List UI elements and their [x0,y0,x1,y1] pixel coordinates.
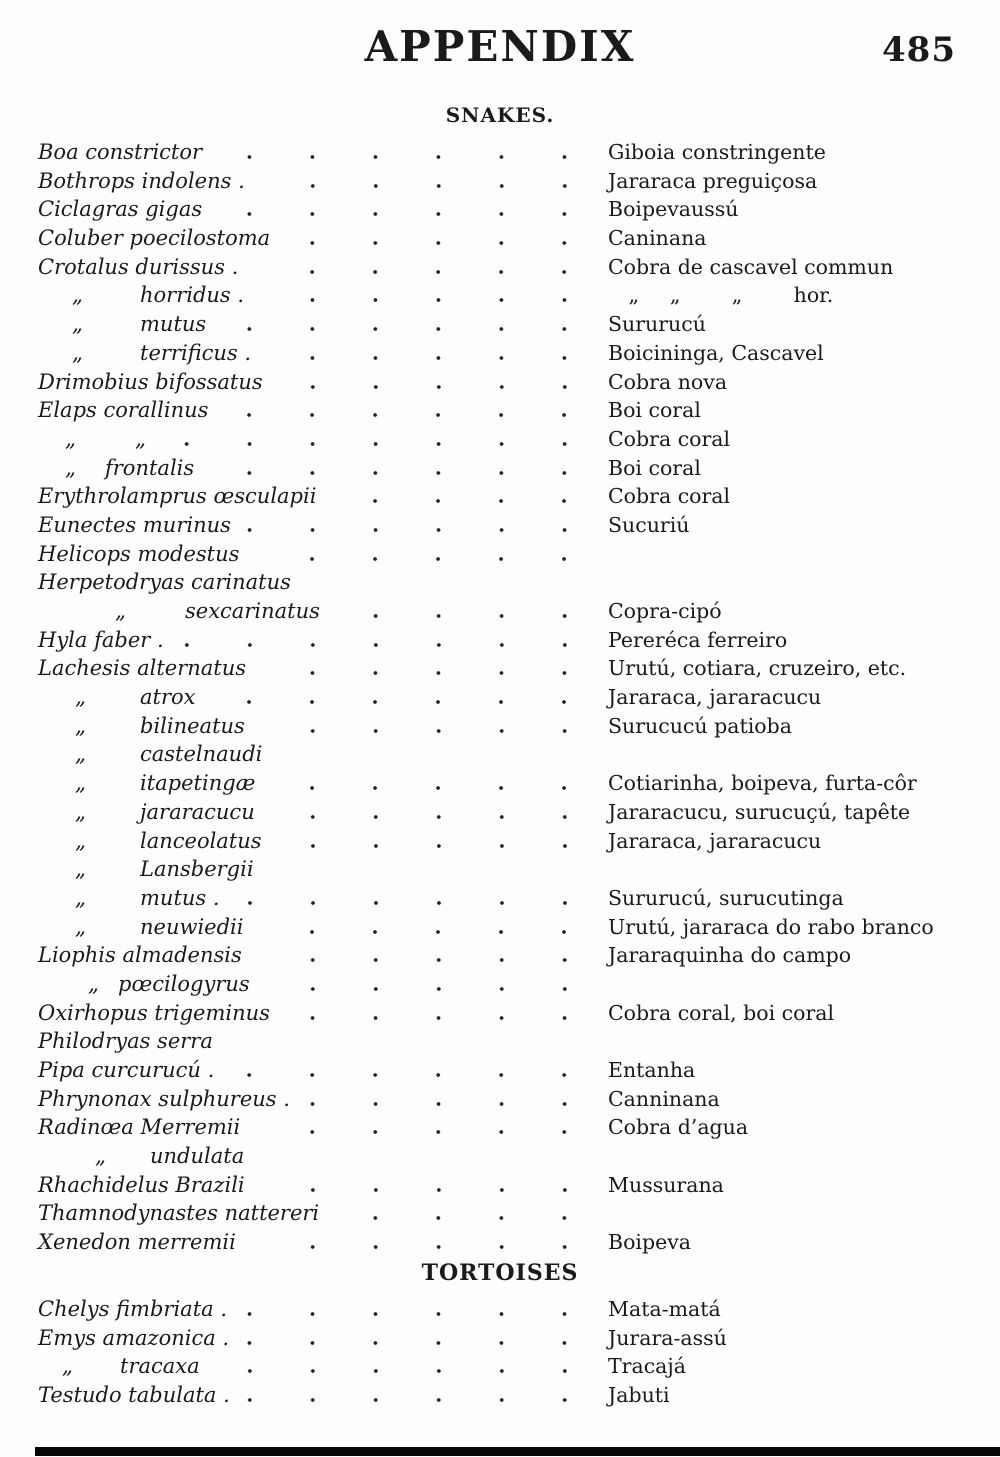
ditto-mark: „ [75,857,86,882]
ditto-mark: „ [72,340,83,365]
table-row [0,339,1000,368]
table-row [0,511,1000,540]
dot-leader [278,844,596,848]
ditto-mark: „ [88,971,99,996]
table-row [0,1381,1000,1410]
ditto-mark: „ [75,742,86,767]
latin-name: „ [135,426,146,451]
latin-name: neuwiedii [140,914,244,939]
latin-name: Bothrops indolens . [38,168,245,193]
ditto-mark: „ [72,283,83,308]
table-row [0,1113,1000,1142]
table-row [0,1142,1000,1171]
latin-name: Liophis almadensis [38,943,242,968]
dot-leader [211,700,596,704]
dot-leader [279,385,596,389]
dot-leader [261,729,596,733]
dot-leader [162,442,596,446]
common-name: Mussurana [608,1172,724,1197]
tortoises-table [0,1295,1000,1410]
common-name: Cobra coral [608,426,731,451]
table-row [0,1085,1000,1114]
latin-name: Chelys fimbriata . [38,1296,227,1321]
dot-leader [332,499,596,503]
ditto-mark: „ [75,885,86,910]
table-row [0,855,1000,884]
snakes-table [0,138,1000,1257]
latin-name: Phrynonax sulphureus . [38,1086,290,1111]
common-name: Boipevaussú [608,197,739,222]
dot-leader [306,1102,596,1106]
common-name: Cobra de cascavel commun [608,254,894,279]
dot-leader [210,471,596,475]
dot-leader [336,614,596,618]
dot-leader [218,155,596,159]
latin-name: sexcarinatus [185,599,320,623]
latin-name: Drimobius bifossatus [38,369,263,394]
table-row [0,1027,1000,1056]
latin-name: Elaps corallinus [38,398,209,423]
page-title: APPENDIX [364,22,636,71]
table-row [0,138,1000,167]
table-row [0,1352,1000,1381]
dot-leader [286,241,596,245]
latin-name: Xenedon merremii [38,1230,236,1255]
latin-name: itapetingæ [140,771,256,796]
latin-name: terrificus . [140,340,252,365]
common-name: Boicininga, Cascavel [608,340,824,365]
latin-name: Crotalus durissus . [38,254,239,279]
common-name: Boipeva [608,1230,692,1255]
table-row [0,454,1000,483]
dot-leader [259,930,596,934]
ditto-mark: „ [65,426,76,451]
common-name: Boi coral [608,455,701,480]
latin-name: Rhachidelus Brazili [38,1172,245,1197]
page-number: 485 [882,30,956,70]
table-row [0,540,1000,569]
common-name: Jararacucu, surucuçú, tapête [608,799,911,824]
common-name: Jabuti [608,1382,670,1407]
ditto-mark: „ [75,914,86,939]
dot-leader [271,786,596,790]
dot-leader [254,270,596,274]
common-name: Surucucú patioba [608,713,792,738]
dot-leader [256,1130,596,1134]
latin-name: undulata [150,1144,245,1169]
table-row [0,568,1000,597]
common-name: Jararaca, jararacucu [608,685,822,710]
ditto-mark: „ [62,1354,73,1379]
table-row [0,683,1000,712]
common-name: Jurara-assú [608,1325,727,1350]
section-heading-tortoises: TORTOISES [421,1259,579,1286]
latin-name: horridus . [140,283,245,308]
latin-name: Hyla faber . [38,627,164,652]
common-name: Urutú, cotiara, cruzeiro, etc. [608,656,907,681]
table-row [0,1228,1000,1257]
dot-leader [335,1216,596,1220]
common-name: Cotiarinha, boipeva, furta-côr [608,771,917,796]
common-name: Sururucú [608,312,706,337]
latin-name: Ciclagras gigas [38,197,203,222]
latin-name: Lachesis alternatus [38,656,247,681]
latin-name: Lansbergii [140,857,254,882]
latin-name: tracaxa [120,1354,200,1379]
latin-name: Thamnodynastes nattereri [38,1201,320,1226]
common-name: Cobra d’agua [608,1115,749,1140]
table-row [0,1295,1000,1324]
dot-leader [262,671,596,675]
common-name: Boi coral [608,398,701,423]
table-row [0,1171,1000,1200]
latin-name: Emys amazonica . [38,1325,230,1350]
ditto-mark: „ [75,771,86,796]
latin-name: Testudo tabulata . [38,1382,230,1407]
common-name: Copra-cipó [608,599,722,623]
dot-leader [252,1245,596,1249]
common-name: Entanha [608,1058,696,1082]
table-row [0,970,1000,999]
table-row [0,999,1000,1028]
ditto-mark: „ [72,312,83,337]
latin-name: lanceolatus [140,828,262,853]
table-row [0,1056,1000,1085]
dot-leader [218,212,596,216]
table-row [0,396,1000,425]
ditto-mark: „ [75,828,86,853]
dot-leader [258,958,596,962]
ditto-mark: „ [115,599,126,623]
dot-leader [286,1016,596,1020]
ditto-mark: „ [95,1144,106,1169]
table-row [0,769,1000,798]
common-name: Cobra coral [608,484,731,509]
dot-leader [224,413,596,417]
common-name: Urutú, jararaca do rabo branco [608,914,934,939]
latin-name: Pipa curcurucú . [38,1058,215,1082]
common-name: „ „ „ hor. [608,283,834,308]
table-row [0,425,1000,454]
common-name: Tracajá [608,1354,686,1379]
latin-name: mutus [140,312,207,337]
table-row [0,224,1000,253]
latin-name: Coluber poecilostoma [38,226,271,251]
common-name: Pereréca ferreiro [608,627,788,652]
ditto-mark: „ [65,455,76,480]
latin-name: jararacucu [140,799,255,824]
dot-leader [222,327,596,331]
latin-name: Herpetodryas carinatus [38,570,291,595]
dot-leader [245,1341,596,1345]
table-row [0,654,1000,683]
dot-leader [230,1073,596,1077]
latin-name: mutus . [140,885,220,910]
dot-leader [271,815,596,819]
table-row [0,712,1000,741]
common-name: Sucuriú [608,512,690,537]
dot-leader [180,643,596,647]
common-name: Cobra coral, boi coral [608,1000,835,1025]
table-row [0,195,1000,224]
latin-name: Helicops modestus [38,541,240,566]
common-name: Caninana [608,226,707,251]
dot-leader [267,356,596,360]
table-row [0,167,1000,196]
table-row [0,884,1000,913]
table-row [0,368,1000,397]
table-row [0,913,1000,942]
latin-name: atrox [140,685,196,710]
table-row [0,798,1000,827]
table-row [0,1324,1000,1353]
table-row [0,253,1000,282]
dot-leader [236,901,596,905]
table-row [0,597,1000,626]
dot-leader [216,1369,596,1373]
section-heading-snakes: SNAKES. [445,103,555,127]
latin-name: Oxirhopus trigeminus [38,1000,270,1025]
ditto-mark: „ [75,713,86,738]
dot-leader [247,528,596,532]
dot-leader [260,298,596,302]
table-row [0,482,1000,511]
dot-leader [243,1312,596,1316]
table-row [0,941,1000,970]
ditto-mark: „ [75,799,86,824]
latin-name: frontalis [105,455,195,480]
latin-name: Erythrolamprus œsculapii [38,484,317,509]
table-row [0,827,1000,856]
common-name: Giboia constringente [608,140,826,164]
table-row [0,310,1000,339]
latin-name: Radinœa Merremii [38,1115,241,1140]
latin-name: bilineatus [140,713,245,738]
page-header [0,0,1000,86]
table-row [0,1199,1000,1228]
dot-leader [261,184,596,188]
latin-name: Boa constrictor [38,140,203,164]
common-name: Jararaca preguiçosa [608,168,818,193]
common-name: Jararaca, jararacucu [608,828,822,853]
common-name: Canninana [608,1086,720,1111]
scan-edge-artifact [35,1447,1000,1456]
table-row [0,626,1000,655]
ditto-mark: „ [75,685,86,710]
dot-leader [266,987,596,991]
table-row [0,281,1000,310]
latin-name: castelnaudi [140,742,263,767]
common-name: Sururucú, surucutinga [608,885,844,910]
latin-name: Eunectes murinus [38,512,231,537]
common-name: Jararaquinha do campo [608,943,852,968]
common-name: Mata-matá [608,1296,721,1321]
dot-leader [255,557,596,561]
latin-name: Philodryas serra [38,1029,213,1054]
dot-leader [261,1188,596,1192]
dot-leader [246,1398,596,1402]
table-row [0,740,1000,769]
latin-name: pœcilogyrus [118,971,250,996]
common-name: Cobra nova [608,369,728,394]
